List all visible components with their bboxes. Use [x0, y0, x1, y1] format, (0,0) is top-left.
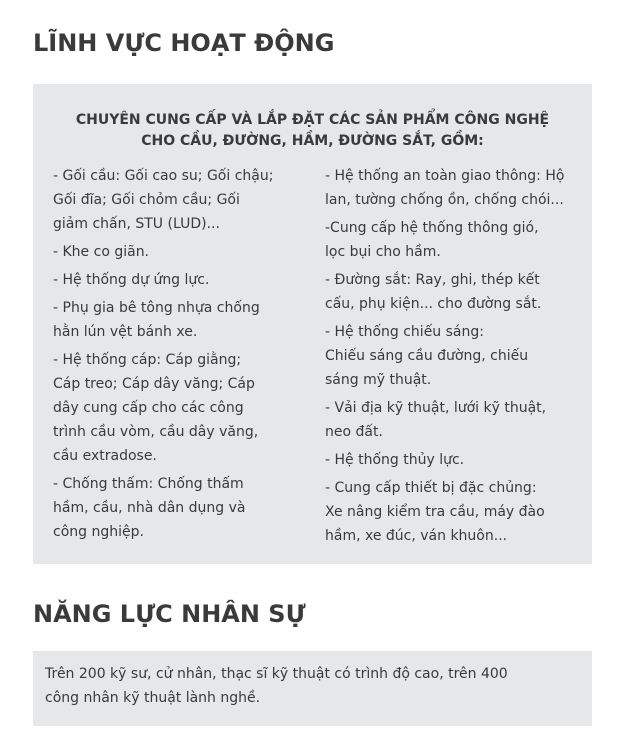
list-item-line: - Đường sắt: Ray, ghi, thép kết: [325, 272, 540, 288]
list-item-line: cấu, phụ kiện... cho đường sắt.: [325, 296, 542, 312]
list-item-special-equipment: [325, 476, 581, 548]
activities-heading: [33, 110, 592, 152]
list-item-line: - Cung cấp thiết bị đặc chủng:: [325, 480, 537, 496]
list-item-line: cầu extradose.: [53, 448, 157, 464]
list-item-line: - Chống thấm: Chống thấm: [53, 476, 244, 492]
list-item-line: - Hệ thống cáp: Cáp giằng;: [53, 352, 242, 368]
list-item-line: hầm, cầu, nhà dân dụng và: [53, 500, 246, 516]
list-item-line: Xe nâng kiểm tra cầu, máy đào: [325, 504, 545, 520]
list-item-asphalt-additive: [53, 296, 305, 344]
staff-box: [33, 651, 592, 726]
list-item-line: hằn lún vệt bánh xe.: [53, 324, 198, 340]
staff-description-line: công nhân kỹ thuật lành nghề.: [45, 690, 261, 706]
list-item-prestressing: [53, 268, 305, 292]
list-item-railway: [325, 268, 581, 316]
list-item-line: - Hệ thống chiếu sáng:: [325, 324, 484, 340]
list-item-line: - Khe co giãn.: [53, 244, 150, 260]
section-title-staff: NĂNG LỰC NHÂN SỰ: [33, 600, 306, 628]
staff-description-line: Trên 200 kỹ sư, cử nhân, thạc sĩ kỹ thuật có trình độ cao, trên 400: [45, 666, 508, 682]
list-item-line: lan, tường chống ồn, chống chói...: [325, 192, 564, 208]
activities-list-left: [53, 164, 305, 548]
activities-heading-line: CHUYÊN CUNG CẤP VÀ LẮP ĐẶT CÁC SẢN PHẨM CÔNG NGHỆ: [75, 112, 550, 128]
list-item-line: sáng mỹ thuật.: [325, 372, 432, 388]
list-item-line: Cáp treo; Cáp dây văng; Cáp: [53, 376, 255, 392]
list-item-line: - Gối cầu: Gối cao su; Gối chậu;: [53, 168, 274, 184]
list-item-line: giảm chấn, STU (LUD)...: [53, 216, 220, 232]
activities-list-right: [325, 164, 581, 552]
list-item-line: -Cung cấp hệ thống thông gió,: [325, 220, 539, 236]
list-item-expansion-joints: [53, 240, 305, 264]
list-item-cables: [53, 348, 305, 468]
list-item-line: - Phụ gia bê tông nhựa chống: [53, 300, 260, 316]
list-item-line: - Vải địa kỹ thuật, lưới kỹ thuật,: [325, 400, 547, 416]
list-item-ventilation: [325, 216, 581, 264]
list-item-line: hầm, xe đúc, ván khuôn...: [325, 528, 508, 544]
list-item-lighting: [325, 320, 581, 392]
list-item-line: trình cầu vòm, cầu dây văng,: [53, 424, 259, 440]
list-item-line: lọc bụi cho hầm.: [325, 244, 441, 260]
list-item-traffic-safety: [325, 164, 581, 212]
list-item-line: - Hệ thống an toàn giao thông: Hộ: [325, 168, 565, 184]
list-item-bearings: [53, 164, 305, 236]
activities-box: [33, 84, 592, 564]
list-item-line: Gối đĩa; Gối chỏm cầu; Gối: [53, 192, 240, 208]
list-item-waterproofing: [53, 472, 305, 544]
list-item-line: công nghiệp.: [53, 524, 144, 540]
list-item-line: neo đất.: [325, 424, 383, 440]
list-item-geotextile: [325, 396, 581, 444]
list-item-line: dây cung cấp cho các công: [53, 400, 244, 416]
list-item-hydraulics: [325, 448, 581, 472]
list-item-line: Chiếu sáng cầu đường, chiếu: [325, 348, 529, 364]
list-item-line: - Hệ thống thủy lực.: [325, 452, 465, 468]
list-item-line: - Hệ thống dự ứng lực.: [53, 272, 210, 288]
section-title-activities: LĨNH VỰC HOẠT ĐỘNG: [33, 29, 335, 57]
activities-heading-line: CHO CẦU, ĐƯỜNG, HẦM, ĐƯỜNG SẮT, GỒM:: [141, 133, 484, 149]
staff-description: [45, 662, 580, 710]
